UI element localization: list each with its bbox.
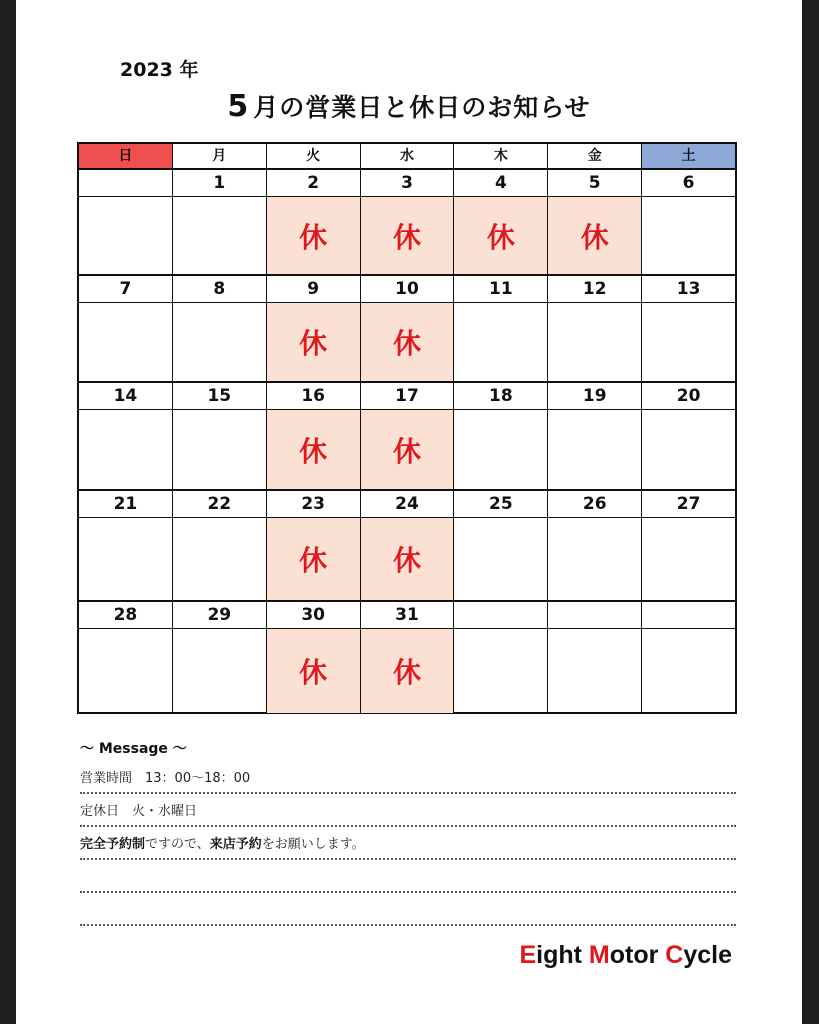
closed-day-cell: 休 <box>361 197 455 274</box>
closed-day-cell: 休 <box>267 518 361 600</box>
reservation-text-2: をお願いします。 <box>261 837 365 852</box>
date-number: 27 <box>676 494 701 514</box>
day-cell-row <box>79 629 735 713</box>
date-number: 17 <box>361 383 455 409</box>
open-day-cell <box>642 197 735 274</box>
closed-day-cell: 休 <box>361 410 455 489</box>
weekday-sunday: 日 <box>79 144 173 168</box>
date-number-row <box>79 170 735 197</box>
weekday-monday: 月 <box>173 144 267 168</box>
date-number <box>454 602 548 628</box>
week-row <box>79 491 735 602</box>
reservation-text-1: ですので、 <box>145 837 210 852</box>
closed-day-cell: 休 <box>361 303 455 381</box>
closed-day-cell: 休 <box>454 197 548 274</box>
date-number: 19 <box>548 383 642 409</box>
open-day-cell <box>79 518 173 600</box>
open-day-cell <box>173 629 267 713</box>
month-number: 5 <box>227 89 250 124</box>
date-number: 18 <box>454 383 548 409</box>
date-number: 6 <box>682 173 695 193</box>
date-number: 2 <box>267 170 361 196</box>
closed-day-cell: 休 <box>267 303 361 381</box>
date-number-row <box>79 276 735 303</box>
open-day-cell <box>79 410 173 489</box>
date-number: 22 <box>173 491 267 517</box>
open-day-cell <box>173 518 267 600</box>
holiday-text: 定休日 火・水曜日 <box>80 804 198 819</box>
date-number: 7 <box>79 276 173 302</box>
date-number: 5 <box>548 170 642 196</box>
holiday-line <box>80 794 736 827</box>
date-number <box>79 170 173 196</box>
reservation-bold-1: 完全予約制 <box>80 837 146 852</box>
date-number: 11 <box>454 276 548 302</box>
open-day-cell <box>548 410 642 489</box>
day-cell-row <box>79 197 735 274</box>
open-day-cell <box>454 629 548 713</box>
day-cell-row <box>79 410 735 489</box>
page-title <box>16 88 802 124</box>
date-number: 25 <box>454 491 548 517</box>
brand-logo <box>519 941 732 970</box>
date-number-row <box>79 602 735 629</box>
open-day-cell <box>173 303 267 381</box>
open-day-cell <box>79 629 173 713</box>
weekday-thursday: 木 <box>454 144 548 168</box>
date-number: 28 <box>79 602 173 628</box>
date-number: 20 <box>676 386 701 406</box>
brand-letter-m: M <box>588 941 610 969</box>
weekday-wednesday: 水 <box>361 144 455 168</box>
open-day-cell <box>79 303 173 381</box>
day-cell-row <box>79 303 735 381</box>
date-number: 3 <box>361 170 455 196</box>
open-day-cell <box>79 197 173 274</box>
date-number <box>642 602 735 628</box>
calendar-weeks <box>79 170 735 713</box>
open-day-cell <box>642 303 735 381</box>
date-number: 24 <box>361 491 455 517</box>
closed-day-cell: 休 <box>548 197 642 274</box>
day-cell-row <box>79 518 735 600</box>
closed-day-cell: 休 <box>361 629 455 713</box>
date-number: 29 <box>173 602 267 628</box>
date-number: 30 <box>267 602 361 628</box>
calendar <box>77 142 737 714</box>
date-number: 9 <box>267 276 361 302</box>
date-number: 4 <box>454 170 548 196</box>
date-number: 16 <box>267 383 361 409</box>
reservation-bold-2: 来店予約 <box>209 837 262 852</box>
message-title: 〜 Message 〜 <box>80 741 187 757</box>
date-number-row <box>79 491 735 518</box>
blank-line <box>80 860 736 893</box>
business-hours-line <box>80 762 736 794</box>
message-section <box>80 738 736 926</box>
week-row <box>79 383 735 491</box>
date-number-row <box>79 383 735 410</box>
closed-day-cell: 休 <box>267 410 361 489</box>
date-number: 1 <box>173 170 267 196</box>
open-day-cell <box>173 197 267 274</box>
date-number: 15 <box>173 383 267 409</box>
year-label: 2023 年 <box>120 59 199 81</box>
weekday-header <box>79 144 735 170</box>
brand-text-otor: otor <box>609 941 666 969</box>
brand-text-ycle: ycle <box>683 941 732 969</box>
closed-day-cell: 休 <box>267 197 361 274</box>
brand-letter-e: E <box>519 941 537 969</box>
date-number: 8 <box>173 276 267 302</box>
business-hours-text: 営業時間 13：00〜18：00 <box>80 771 251 786</box>
date-number: 10 <box>361 276 455 302</box>
open-day-cell <box>548 303 642 381</box>
open-day-cell <box>454 518 548 600</box>
brand-letter-c: C <box>665 941 684 969</box>
open-day-cell <box>642 410 735 489</box>
weekday-tuesday: 火 <box>267 144 361 168</box>
closed-day-cell: 休 <box>361 518 455 600</box>
week-row <box>79 602 735 713</box>
date-number: 21 <box>79 491 173 517</box>
weekday-friday: 金 <box>548 144 642 168</box>
date-number: 13 <box>676 279 701 299</box>
open-day-cell <box>173 410 267 489</box>
notice-page <box>16 0 802 1024</box>
week-row <box>79 276 735 383</box>
blank-line <box>80 893 736 926</box>
reservation-line <box>80 827 736 860</box>
week-row <box>79 170 735 276</box>
date-number <box>548 602 642 628</box>
title-text: 月の営業日と休日のお知らせ <box>253 93 591 122</box>
brand-text-ight: ight <box>536 941 589 969</box>
date-number: 12 <box>548 276 642 302</box>
date-number: 23 <box>267 491 361 517</box>
date-number: 26 <box>548 491 642 517</box>
closed-day-cell: 休 <box>267 629 361 713</box>
open-day-cell <box>454 303 548 381</box>
date-number: 31 <box>361 602 455 628</box>
open-day-cell <box>454 410 548 489</box>
open-day-cell <box>642 629 735 713</box>
weekday-saturday: 土 <box>642 144 735 168</box>
open-day-cell <box>548 629 642 713</box>
open-day-cell <box>548 518 642 600</box>
date-number: 14 <box>79 383 173 409</box>
open-day-cell <box>642 518 735 600</box>
